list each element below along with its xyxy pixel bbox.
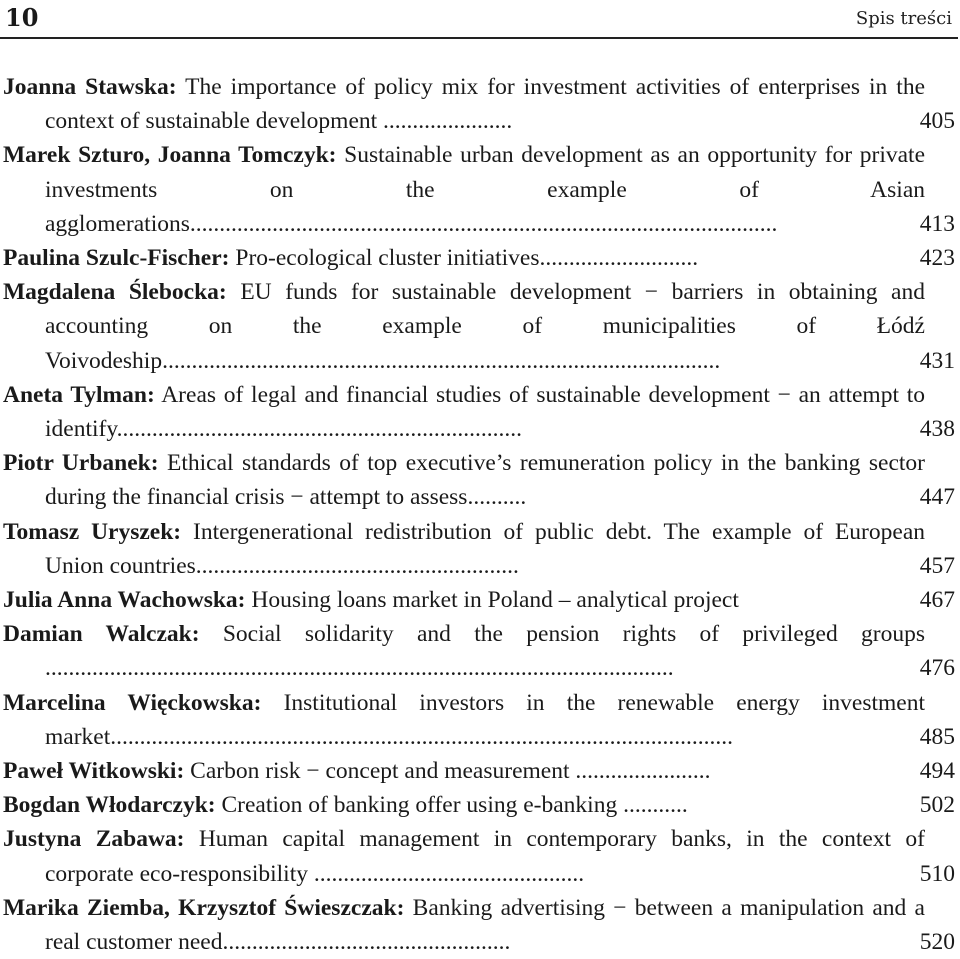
toc-page-number: 438 <box>919 416 955 443</box>
toc-page-number: 467 <box>919 587 955 614</box>
toc-author: Justyna Zabawa: <box>3 826 185 853</box>
toc-author: Piotr Urbanek: <box>3 450 159 477</box>
toc-leader-dots: .................................................................................................... <box>189 210 778 237</box>
toc-entry[interactable] <box>3 70 955 138</box>
toc-title: Sustainable urban development as an opportunity for private investments on the example of Asian agglomerations <box>45 142 925 237</box>
toc-leader-dots: ....................................................... <box>195 552 519 579</box>
toc-page-number: 502 <box>919 792 955 819</box>
toc-entry[interactable] <box>3 446 955 514</box>
toc-leader-dots: ................................................. <box>222 929 511 956</box>
toc-page-number: 457 <box>919 552 955 579</box>
toc-entry-text <box>3 138 925 241</box>
toc-page-number: 413 <box>919 210 955 237</box>
toc-page-number: 520 <box>919 929 955 956</box>
toc-title: Areas of legal and financial studies of sustainable development − an attempt to identify <box>45 381 925 443</box>
toc-title: Social solidarity and the pension rights of privileged groups <box>199 621 925 648</box>
toc-author: Aneta Tylman: <box>3 381 155 408</box>
toc-entry-text <box>3 515 925 583</box>
toc-entry[interactable] <box>3 241 955 275</box>
toc-entry-text <box>3 822 925 890</box>
toc-author: Magdalena Ślebocka: <box>3 279 227 306</box>
toc-author: Paulina Szulc-Fischer: <box>3 245 230 272</box>
toc-page-number: 431 <box>919 347 955 374</box>
toc-author: Joanna Stawska: <box>3 74 177 100</box>
toc-leader-dots: ...................... <box>377 108 513 135</box>
toc-leader-dots: .......................................................................................................... <box>110 723 733 750</box>
toc-entry-text <box>3 446 925 514</box>
toc-author: Marcelina Więckowska: <box>3 689 262 716</box>
toc-leader-dots: ........... <box>617 792 688 819</box>
running-head: Spis treści <box>855 8 952 29</box>
toc-entry[interactable] <box>3 686 955 754</box>
toc-entry[interactable] <box>3 138 955 241</box>
page-number: 10 <box>5 3 39 32</box>
toc-entry[interactable] <box>3 617 955 685</box>
toc-page-number: 494 <box>919 758 955 785</box>
toc-entry[interactable] <box>3 754 955 788</box>
toc-title: Institutional investors in the renewable energy investment market <box>45 689 925 750</box>
toc-leader-dots: .............................................. <box>307 860 585 887</box>
toc-title: Pro-ecological cluster initiatives <box>229 245 540 272</box>
toc-leader-dots: ........................... <box>539 245 699 272</box>
toc-page-number: 485 <box>919 723 955 750</box>
toc-page-number: 510 <box>919 860 955 887</box>
toc-title: Creation of banking offer using e-banking <box>215 792 618 819</box>
toc-author: Damian Walczak: <box>3 621 200 648</box>
toc-entry-text <box>3 686 925 754</box>
toc-page-number: 405 <box>919 108 955 135</box>
toc-author: Tomasz Uryszek: <box>3 518 182 545</box>
toc-entry-text <box>3 788 925 822</box>
toc-entry[interactable] <box>3 275 955 378</box>
toc-title: Housing loans market in Poland – analytical project <box>245 587 739 614</box>
toc-author: Marika Ziemba, Krzysztof Świeszczak: <box>3 894 405 921</box>
toc-page-number: 447 <box>919 484 955 511</box>
toc-title: Ethical standards of top executive’s remuneration policy in the banking sector during the financial crisis − attempt to assess <box>45 450 925 511</box>
toc-entry[interactable] <box>3 788 955 822</box>
toc-entry[interactable] <box>3 583 955 617</box>
page-header <box>0 0 958 39</box>
toc-page-number: 476 <box>919 655 955 682</box>
toc-title: Carbon risk − concept and measurement <box>184 758 570 785</box>
toc-leader-dots: ....................... <box>569 758 711 785</box>
toc-entry-text <box>3 241 925 275</box>
toc-author: Paweł Witkowski: <box>3 758 185 785</box>
toc-leader-dots: .......... <box>467 484 527 511</box>
toc-entry-text <box>3 891 925 959</box>
toc-entry[interactable] <box>3 822 955 890</box>
toc-author: Bogdan Włodarczyk: <box>3 792 216 819</box>
toc-entry-text <box>3 583 925 617</box>
toc-title: Banking advertising − between a manipulation and a real customer need <box>45 894 925 956</box>
toc-page-number: 423 <box>919 245 955 272</box>
toc-title: The importance of policy mix for investment activities of enterprises in the context of sustainable development <box>45 74 926 135</box>
toc-entry[interactable] <box>3 515 955 583</box>
toc-title: Human capital management in contemporary banks, in the context of corporate eco-responsibility <box>45 826 925 887</box>
toc-author: Marek Szturo, Joanna Tomczyk: <box>3 142 337 169</box>
toc-leader-dots: ............................................................................................... <box>162 347 721 374</box>
table-of-contents <box>3 70 955 959</box>
toc-entry-text <box>3 378 925 446</box>
toc-entry-text <box>3 617 925 685</box>
toc-entry[interactable] <box>3 891 955 959</box>
toc-entry-text <box>3 70 925 138</box>
toc-author: Julia Anna Wachowska: <box>3 587 246 614</box>
toc-leader-dots: ..................................................................... <box>116 416 522 443</box>
toc-entry-text <box>3 275 925 378</box>
toc-title: Intergenerational redistribution of public debt. The example of European Union countries <box>45 518 925 579</box>
toc-entry-text <box>3 754 925 788</box>
toc-leader-dots: ........................................................................................................... <box>45 655 674 682</box>
toc-entry[interactable] <box>3 378 955 446</box>
toc-title: EU funds for sustainable development − barriers in obtaining and accounting on the example of municipalities of Łódź Voivodeship <box>45 279 925 374</box>
